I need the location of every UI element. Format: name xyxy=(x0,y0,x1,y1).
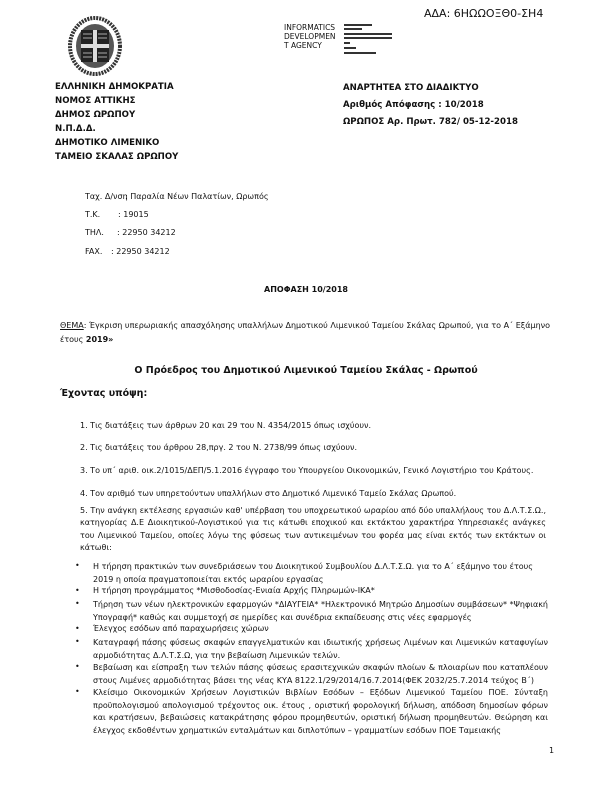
subject-text: : Έγκριση υπερωριακής απασχόλησης υπαλλήλων Δημοτικού Λιμενικού Ταμείου Σκάλας Ωρωπού, για το Α΄ Εξάμηνο έτους xyxy=(60,321,550,344)
ada-code: ΑΔΑ: 6ΗΩΩΟΞΘ0-ΣΗ4 xyxy=(424,7,544,20)
bullet-icon: • xyxy=(75,687,80,696)
postcode-value: : 19015 xyxy=(118,210,149,219)
list-item: Έλεγχος εσόδων από παραχωρήσεις χώρων xyxy=(93,624,269,633)
protocol-number: ΩΡΩΠΟΣ Αρ. Πρωτ. 782/ 05-12-2018 xyxy=(343,117,518,127)
considering-heading: Έχοντας υπόψη: xyxy=(60,388,148,399)
decision-title: ΑΠΟΦΑΣΗ 10/2018 xyxy=(264,285,348,294)
bullet-icon: • xyxy=(75,599,80,608)
list-item: 5. Την ανάγκη εκτέλεσης εργασιών καθ' υπέρβαση του υποχρεωτικού ωραρίου από δύο υπαλλήλους του Δ.Λ.Τ.Σ.Ω., κατηγορίας Δ.Ε Διοικητικού-Λογιστικού για τις κάτωθι εποχικού και εκτάκτου χαρακτήρα Υπηρεσιακές ανάγκες του Λιμενικού Ταμείου, οποίες λόγω της φύσεως των αντικειμένων του φορέα μας είναι εκτός των εκτάκτων οι κάτωθι: xyxy=(80,506,546,552)
header-line: ΔΗΜΟΣ ΩΡΩΠΟΥ xyxy=(55,110,136,120)
header-line: Ν.Π.Δ.Δ. xyxy=(55,124,96,134)
subject xyxy=(60,319,550,347)
list-item: Η τήρηση προγράμματος *Μισθοδοσίας-Ενιαία Αρχής Πληρωμών-ΙΚΑ* xyxy=(93,586,375,595)
list-item: Βεβαίωση και είσπραξη των τελών πάσης φύσεως ερασιτεχνικών σκαφών πλοίων & πλοιαρίων που καταπλέουν στους Λιμένες αρμοδιότητας βάσει της νέας ΚΥΑ 8122.1/29/2014/16.7.2014(ΦΕΚ 2032/25.7.2014 τεύχος Β΄) xyxy=(93,663,548,685)
page-number: 1 xyxy=(549,746,555,755)
publish-notice: ΑΝΑΡΤΗΤΕΑ ΣΤΟ ΔΙΑΔΙΚΤΥΟ xyxy=(343,83,479,93)
header-line: ΔΗΜΟΤΙΚΟ ΛΙΜΕΝΙΚΟ xyxy=(55,138,160,148)
subject-year: 2019» xyxy=(85,335,114,344)
bullet-icon: • xyxy=(75,662,80,671)
list-item: Καταγραφή πάσης φύσεως σκαφών επαγγελματικών και ιδιωτικής χρήσεως Λιμένων και Λιμενικών καταφυγίων αρμοδιότητας Δ.Λ.Τ.Σ.Ω, για την βεβαίωση Λιμενικών τελών. xyxy=(93,638,548,660)
phone-value: : 22950 34212 xyxy=(117,228,176,237)
decision-number: Αριθμός Απόφασης : 10/2018 xyxy=(343,100,484,110)
stamp-small-text xyxy=(344,23,402,57)
list-item: 2. Τις διατάξεις του άρθρου 28,πργ. 2 του Ν. 2738/99 όπως ισχύουν. xyxy=(80,443,357,452)
bullet-icon: • xyxy=(75,586,80,595)
stamp-line: INFORMATICS xyxy=(284,23,336,32)
bullet-icon: • xyxy=(75,624,80,633)
list-item: Κλείσιμο Οικονομικών Χρήσεων Λογιστικών Βιβλίων Εσόδων – Εξόδων Λιμενικού Ταμείου ΠΟΕ. Σύνταξη προϋπολογισμού απολογισμού τρέχοντος οικ. έτους , οριστική φορολογική δήλωση, απόδοση δημοσίων φόρων και κρατήσεων, βεβαιώσεις κατακράτησης φόρου προμηθευτών, οριστική δήλωση προμηθευτών. Θεώρηση και έλεγχος εκδοθέντων χρηματικών ενταλμάτων και διπλοτύπων – γραμματίων εσόδων ΠΟΕ Ταμειακής xyxy=(93,688,548,735)
postcode-label: Τ.Κ. xyxy=(85,210,101,219)
address-value: : Παραλία Νέων Παλατίων, Ωρωπός xyxy=(125,192,269,201)
fax-label: FAX. xyxy=(85,247,103,256)
stamp-line: DEVELOPMEN xyxy=(284,32,336,41)
bullet-icon: • xyxy=(75,637,80,646)
stamp-line: T AGENCY xyxy=(284,41,322,50)
list-item: Τήρηση των νέων ηλεκτρονικών εφαρμογών *ΔΙΑΥΓΕΙΑ* *Ηλεκτρονικό Μητρώο Δημοσίων συμβάσεων* *Ψηφιακή Υπογραφή* καθώς και συμμετοχή σε ημερίδες και συνέδρια εκπαίδευσης στις νέες εφαρμογές xyxy=(93,600,548,622)
subject-label: ΘΕΜΑ xyxy=(60,321,84,330)
address-label: Ταχ. Δ/νση xyxy=(85,192,128,201)
decision-meta xyxy=(343,80,518,131)
bullet-icon: • xyxy=(75,561,80,570)
header-line: ΤΑΜΕΙΟ ΣΚΑΛΑΣ ΩΡΩΠΟΥ xyxy=(55,152,179,162)
header-line: ΕΛΛΗΝΙΚΗ ΔΗΜΟΚΡΑΤΙΑ xyxy=(55,82,174,92)
list-item: Η τήρηση πρακτικών των συνεδριάσεων του Διοικητικού Συμβουλίου Δ.Λ.Τ.Σ.Ω. για το Α΄ εξάμηνο του έτους 2019 η οποία πραγματοποιείται εκτός ωραρίου εργασίας xyxy=(93,562,533,584)
list-item: 3. Το υπ΄ αριθ. οικ.2/1015/ΔΕΠ/5.1.2016 έγγραφο του Υπουργείου Οικονομικών, Γενικό Λογιστήριο του Κράτους. xyxy=(80,466,534,475)
list-item: 4. Τον αριθμό των υπηρετούντων υπαλλήλων στο Δημοτικό Λιμενικό Ταμείο Σκάλας Ωρωπού. xyxy=(80,489,457,498)
greek-emblem-seal xyxy=(68,16,122,76)
fax-value: : 22950 34212 xyxy=(111,247,170,256)
list-item: 1. Τις διατάξεις των άρθρων 20 και 29 του Ν. 4354/2015 όπως ισχύουν. xyxy=(80,421,372,430)
issuer-header xyxy=(55,80,178,164)
president-heading: Ο Πρόεδρος του Δημοτικού Λιμενικού Ταμείου Σκάλας - Ωρωπού xyxy=(134,365,478,376)
phone-label: ΤΗΛ. xyxy=(85,228,104,237)
header-line: ΝΟΜΟΣ ΑΤΤΙΚΗΣ xyxy=(55,96,136,106)
